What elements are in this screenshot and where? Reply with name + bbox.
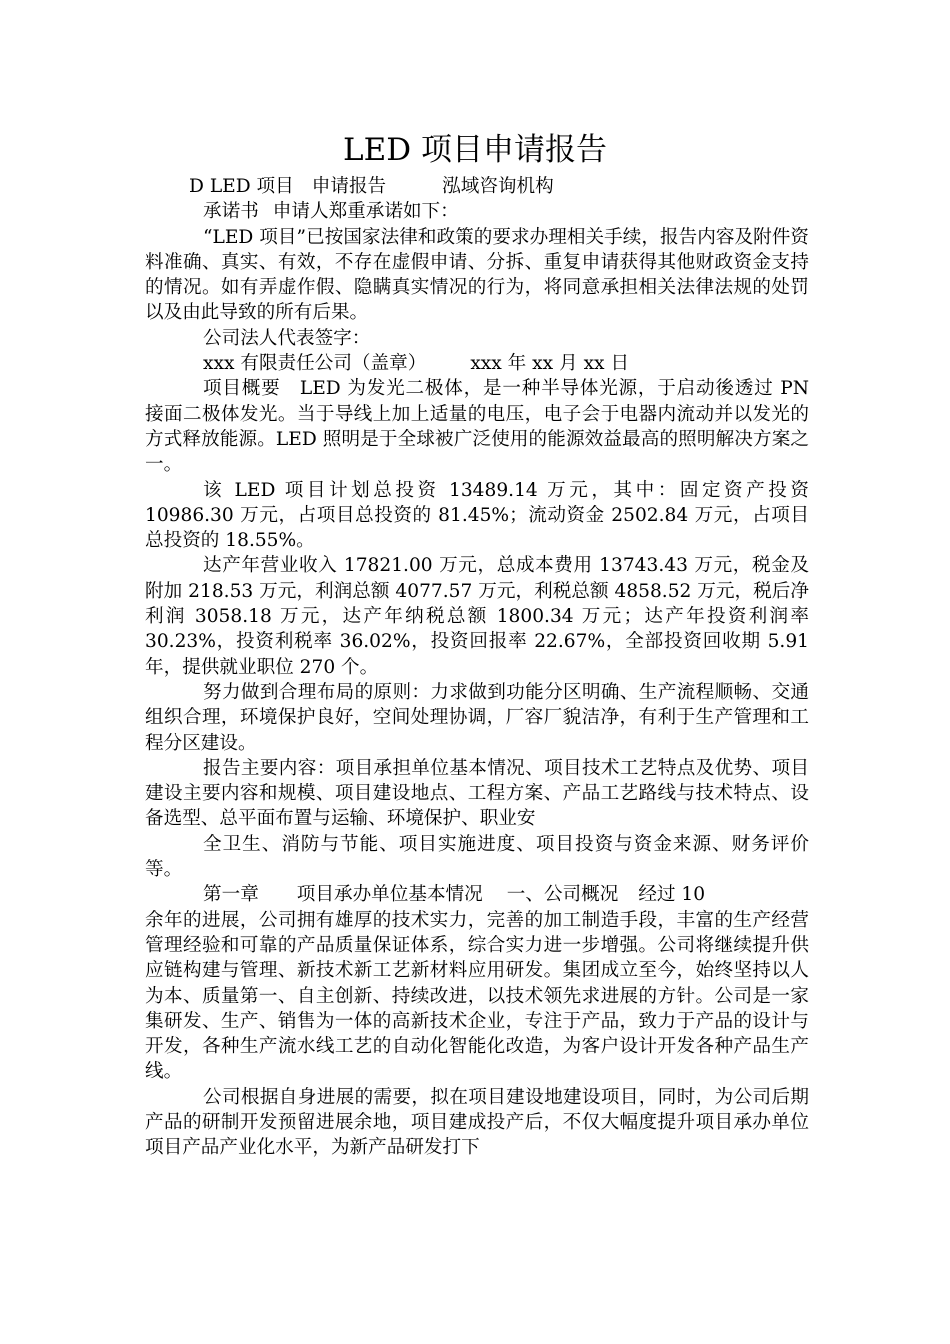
commitment-lead: 申请人郑重承诺如下： bbox=[272, 201, 459, 223]
layout-principle-paragraph: 努力做到合理布局的原则：力求做到功能分区明确、生产流程顺畅、交通组织合理，环境保护良好，空间处理协调，厂容厂貌洁净，有利于生产管理和工程分区建设。 bbox=[145, 681, 809, 754]
subheader-middle: 申请报告 bbox=[311, 176, 387, 197]
chapter-title: 项目承办单位基本情况 bbox=[296, 884, 483, 906]
subheader-line bbox=[145, 174, 809, 199]
seal-line bbox=[145, 351, 809, 376]
chapter-lead: 经过 10 bbox=[638, 884, 706, 906]
investment-paragraph: 该 LED 项目计划总投资 13489.14 万元，其中：固定资产投资 10986.30 万元，占项目总投资的 81.45%；流动资金 2502.84 万元，占项目总投资的 18.55%。 bbox=[145, 479, 809, 552]
document-body bbox=[145, 174, 809, 1161]
commitment-paragraph: “LED 项目”已按国家法律和政策的要求办理相关手续，报告内容及附件资料准确、真实、有效，不存在虚假申请、分拆、重复申请获得其他财政资金支持的情况。如有弄虚作假、隐瞒真实情况的行为，将同意承担相关法律法规的处罚以及由此导致的所有后果。 bbox=[145, 226, 809, 324]
subheader-left: D LED 项目 bbox=[189, 176, 294, 197]
signature-date: xxx 年 xx 月 xx 日 bbox=[470, 353, 630, 375]
company-seal: xxx 有限责任公司（盖章） bbox=[203, 353, 427, 375]
chapter-section: 一、公司概况 bbox=[506, 884, 619, 906]
project-overview-paragraph: 项目概要 LED 为发光二极体，是一种半导体光源，于启动後透过 PN 接面二极体发光。当于导线上加上适量的电压，电子会于电器内流动并以发光的方式释放能源。LED 照明是于全球被广泛使用的能源效益最高的照明解决方案之一。 bbox=[145, 378, 809, 476]
signature-label: 公司法人代表签字： bbox=[203, 327, 371, 349]
chapter-heading-line bbox=[145, 882, 809, 907]
revenue-paragraph: 达产年营业收入 17821.00 万元，总成本费用 13743.43 万元，税金及附加 218.53 万元，利润总额 4077.57 万元，利税总额 4858.52 万元，税后净利润 3058.18 万元，达产年纳税总额 1800.34 万元；达产年投资利润率 30.23%，投资利税率 36.02%，投资回报率 22.67%，全部投资回收期 5.91 年，提供就业职位 270 个。 bbox=[145, 555, 809, 678]
commitment-line bbox=[145, 199, 809, 224]
company-overview-paragraph: 余年的进展，公司拥有雄厚的技术实力，完善的加工制造手段，丰富的生产经营管理经验和可靠的产品质量保证体系，综合实力进一步增强。公司将继续提升供应链构建与管理、新技术新工艺新材料应用研发。集团成立至今，始终坚持以人为本、质量第一、自主创新、持续改进，以技术领先求进展的方针。公司是一家集研发、生产、销售为一体的高新技术企业，专注于产品，致力于产品的设计与开发，各种生产流水线工艺的自动化智能化改造，为客户设计开发各种产品生产线。 bbox=[145, 909, 809, 1083]
commitment-heading: 承诺书 bbox=[203, 201, 259, 223]
company-plan-paragraph: 公司根据自身进展的需要，拟在项目建设地建设项目，同时，为公司后期产品的研制开发预留进展余地，项目建成投产后，不仅大幅度提升项目承办单位项目产品产业化水平，为新产品研发打下 bbox=[145, 1086, 809, 1159]
report-contents-paragraph: 报告主要内容：项目承担单位基本情况、项目技术工艺特点及优势、项目建设主要内容和规模、项目建设地点、工程方案、产品工艺路线与技术特点、设备选型、总平面布置与运输、环境保护、职业安 bbox=[145, 757, 809, 830]
report-contents-continued: 全卫生、消防与节能、项目实施进度、项目投资与资金来源、财务评价等。 bbox=[145, 833, 809, 881]
chapter-label: 第一章 bbox=[203, 884, 259, 906]
document-title: LED 项目申请报告 bbox=[343, 132, 607, 168]
subheader-right: 泓域咨询机构 bbox=[442, 176, 554, 197]
